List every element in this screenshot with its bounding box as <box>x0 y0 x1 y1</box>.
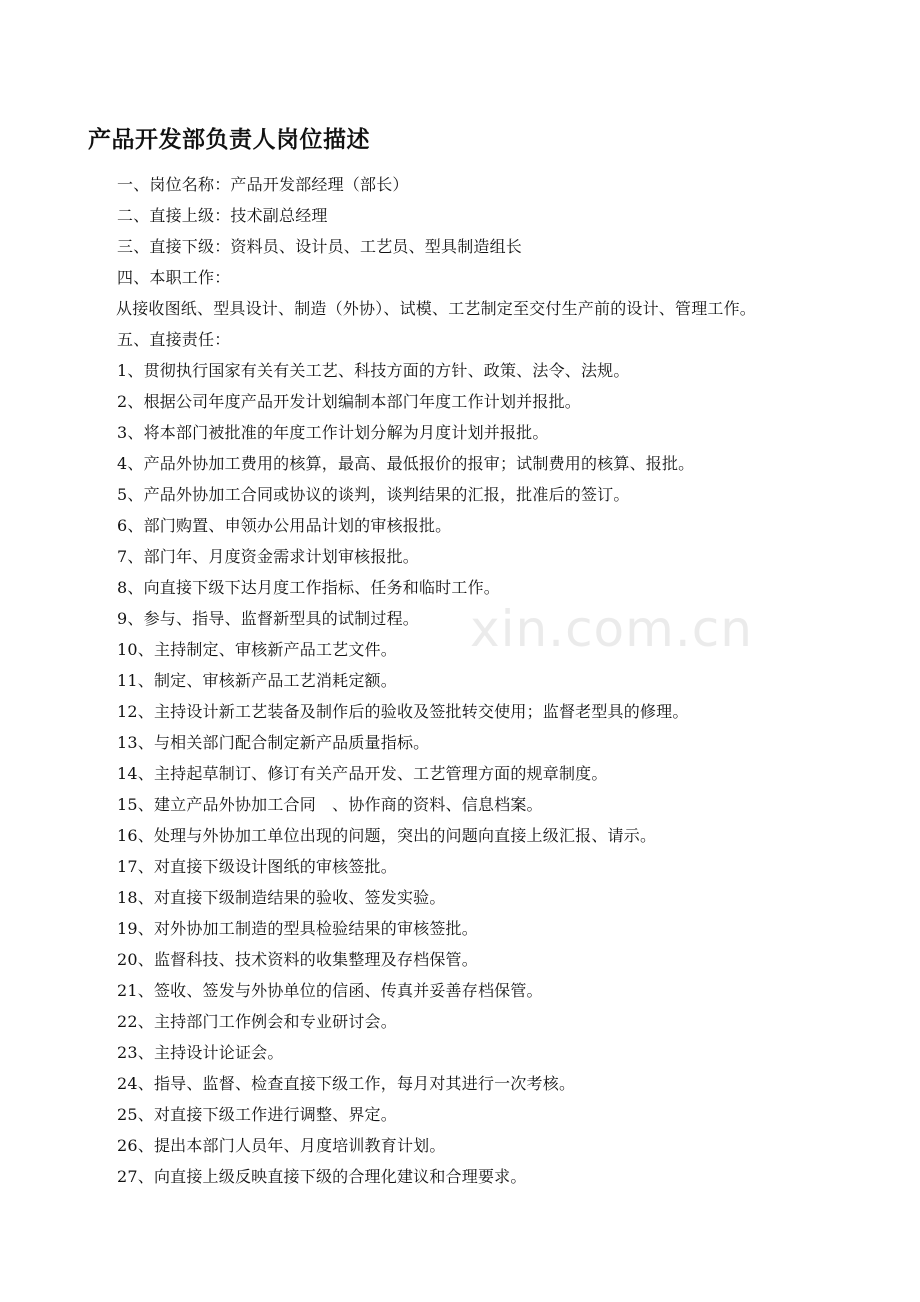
document-line: 17、对直接下级设计图纸的审核签批。 <box>117 857 397 876</box>
document-line: 7、部门年、月度资金需求计划审核报批。 <box>117 547 419 566</box>
document-line: 三、直接下级：资料员、设计员、工艺员、型具制造组长 <box>117 237 523 256</box>
document-line: 五、直接责任： <box>117 330 231 349</box>
document-line: 13、与相关部门配合制定新产品质量指标。 <box>117 733 430 752</box>
document-line: 15、建立产品外协加工合同 、协作商的资料、信息档案。 <box>117 795 543 814</box>
document-line: 11、制定、审核新产品工艺消耗定额。 <box>117 671 397 690</box>
document-line: 19、对外协加工制造的型具检验结果的审核签批。 <box>117 919 478 938</box>
document-line: 四、本职工作： <box>117 268 231 287</box>
document-line: 21、签收、签发与外协单位的信函、传真并妥善存档保管。 <box>117 981 543 1000</box>
document-line: 24、指导、监督、检查直接下级工作，每月对其进行一次考核。 <box>117 1074 576 1093</box>
document-line: 25、对直接下级工作进行调整、界定。 <box>117 1105 397 1124</box>
document-line: 18、对直接下级制造结果的验收、签发实验。 <box>117 888 446 907</box>
document-line: 9、参与、指导、监督新型具的试制过程。 <box>117 609 419 628</box>
document-line: 二、直接上级：技术副总经理 <box>117 206 328 225</box>
document-line: 6、部门购置、申领办公用品计划的审核报批。 <box>117 516 452 535</box>
document-line: 22、主持部门工作例会和专业研讨会。 <box>117 1012 397 1031</box>
document-line: 一、岗位名称：产品开发部经理（部长） <box>117 175 409 194</box>
document-line: 16、处理与外协加工单位出现的问题，突出的问题向直接上级汇报、请示。 <box>117 826 657 845</box>
document-line: 12、主持设计新工艺装备及制作后的验收及签批转交使用；监督老型具的修理。 <box>117 702 689 721</box>
watermark: xin.com.cn <box>470 600 753 658</box>
document-line: 14、主持起草制订、修订有关产品开发、工艺管理方面的规章制度。 <box>117 764 608 783</box>
document-line: 从接收图纸、型具设计、制造（外协）、试模、工艺制定至交付生产前的设计、管理工作。 <box>116 299 757 318</box>
document-line: 5、产品外协加工合同或协议的谈判，谈判结果的汇报，批准后的签订。 <box>117 485 630 504</box>
document-line: 8、向直接下级下达月度工作指标、任务和临时工作。 <box>117 578 500 597</box>
document-line: 23、主持设计论证会。 <box>117 1043 284 1062</box>
document-line: 4、产品外协加工费用的核算，最高、最低报价的报审；试制费用的核算、报批。 <box>117 454 695 473</box>
document-line: 3、将本部门被批准的年度工作计划分解为月度计划并报批。 <box>117 423 549 442</box>
document-line: 26、提出本部门人员年、月度培训教育计划。 <box>117 1136 446 1155</box>
document-line: 10、主持制定、审核新产品工艺文件。 <box>117 640 397 659</box>
document-line: 1、贯彻执行国家有关有关工艺、科技方面的方针、政策、法令、法规。 <box>117 361 630 380</box>
document-line: 20、监督科技、技术资料的收集整理及存档保管。 <box>117 950 478 969</box>
job-description-list <box>117 169 917 1192</box>
page-title: 产品开发部负责人岗位描述 <box>88 127 370 153</box>
document-line: 2、根据公司年度产品开发计划编制本部门年度工作计划并报批。 <box>117 392 581 411</box>
document-line: 27、向直接上级反映直接下级的合理化建议和合理要求。 <box>117 1167 527 1186</box>
